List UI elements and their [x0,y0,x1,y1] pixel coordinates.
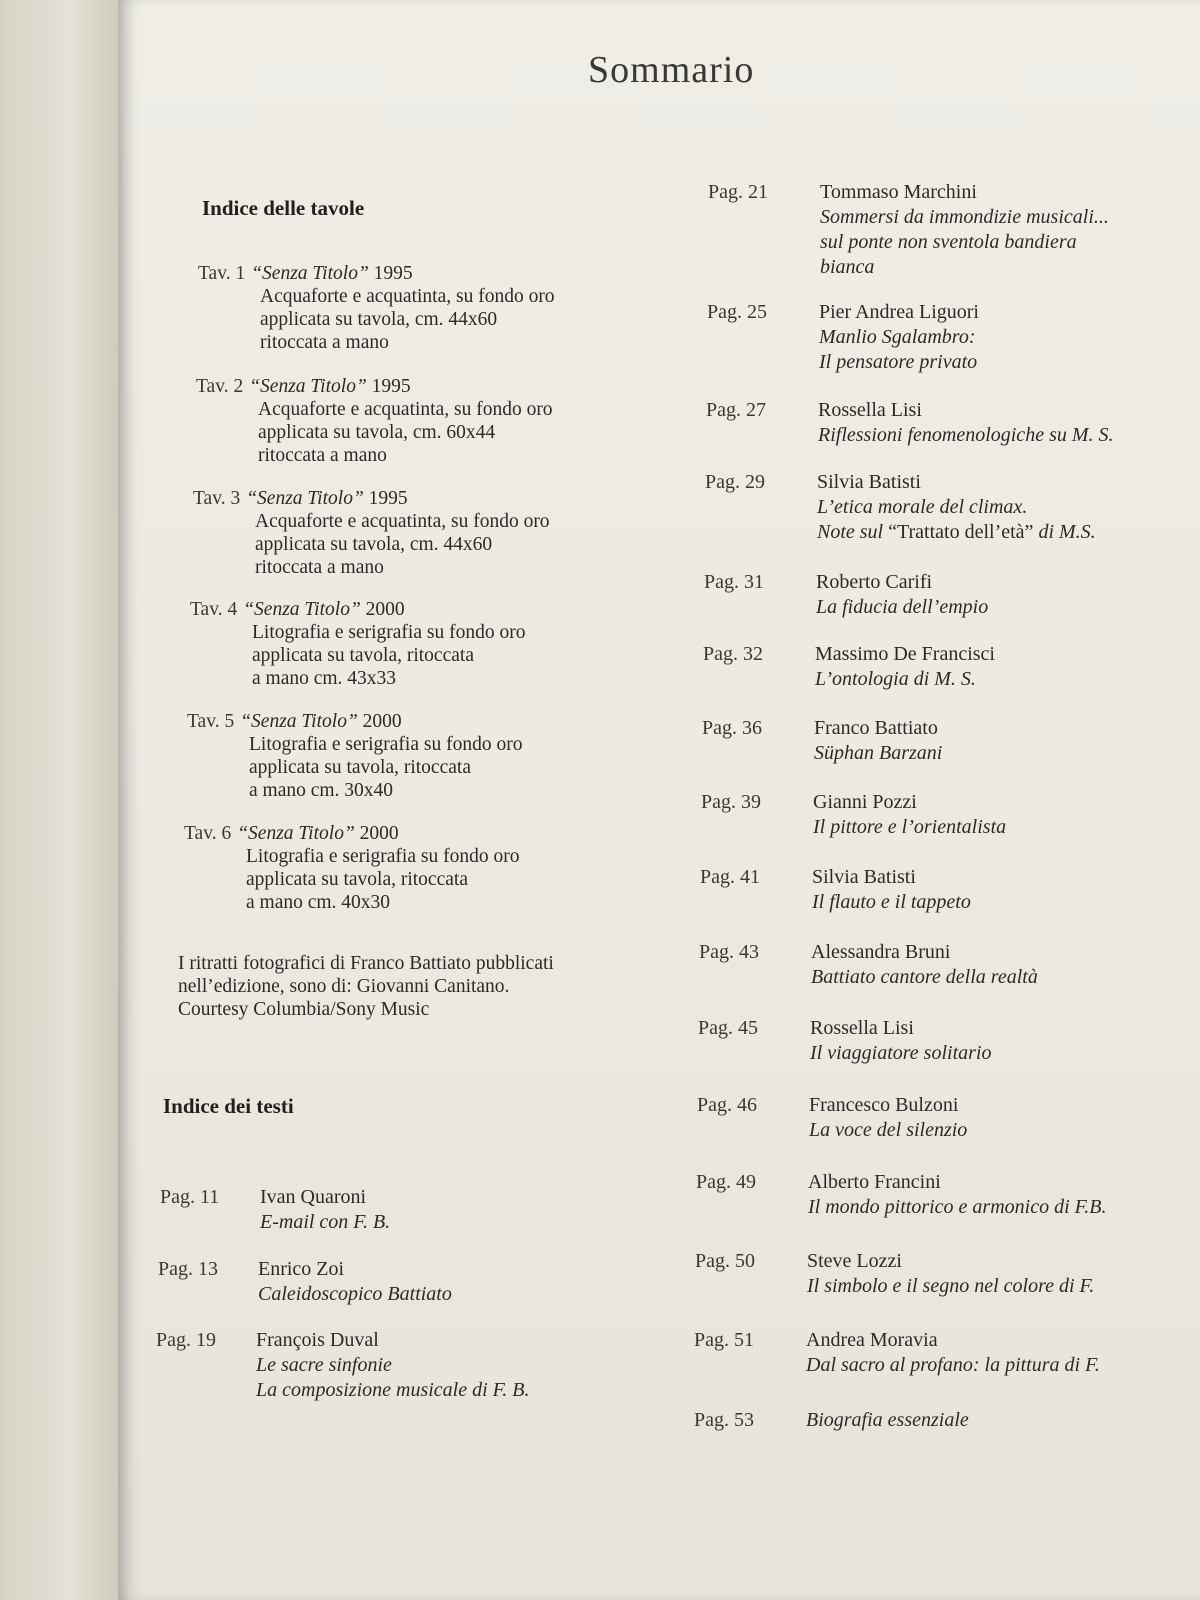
entry-author: Tommaso Marchini [820,181,977,203]
page-number: Pag. 53 [694,1409,754,1431]
plate-description-line: Acquaforte e acquatinta, su fondo oro [255,511,550,532]
plate-description-line: applicata su tavola, ritoccata [246,869,468,890]
entry-text [806,1328,1100,1378]
entry-title-line: La fiducia dell’empio [816,596,989,618]
entry-title-line: bianca [820,256,875,278]
entry-author: Silvia Batisti [812,866,916,888]
plate-number: Tav. 4 [190,599,238,620]
entry-title-line: Il pittore e l’orientalista [813,816,1007,838]
entry-title-line: La composizione musicale di F. B. [256,1379,530,1401]
entry-text [812,865,971,915]
plate-description-line: a mano cm. 40x30 [246,892,391,913]
entry-author: Steve Lozzi [807,1250,902,1272]
plate-title: “Senza Titolo” [249,376,367,397]
plate-description-line: Acquaforte e acquatinta, su fondo oro [258,399,553,420]
plate-description [193,510,550,579]
plate-entry [184,822,519,914]
entry-title-line: Il flauto e il tappeto [812,891,971,913]
plate-year: 1995 [373,263,413,284]
credits-line: I ritratti fotografici di Franco Battiato pubblicati [178,953,554,974]
page-number: Pag. 27 [706,399,766,421]
plate-description-line: applicata su tavola, cm. 44x60 [255,534,493,555]
entry-text [814,716,942,766]
entry-text [260,1185,390,1235]
page-number: Pag. 32 [703,643,763,665]
plate-year: 2000 [362,711,402,732]
entry-title-line: Il simbolo e il segno nel colore di F. [807,1275,1095,1297]
contents-page [118,0,1200,1600]
plate-description-line: applicata su tavola, ritoccata [252,645,474,666]
plate-description-line: Litografia e serigrafia su fondo oro [246,846,520,867]
plate-description-line: Litografia e serigrafia su fondo oro [252,622,526,643]
entry-title-line: Biografia essenziale [806,1409,969,1431]
plate-description-line: applicata su tavola, cm. 60x44 [258,422,496,443]
entry-title-line: sul ponte non sventola bandiera [820,231,1077,253]
entry-title-line: Manlio Sgalambro: [819,326,976,348]
page-number: Pag. 21 [708,181,768,203]
entry-author: Enrico Zoi [258,1258,345,1280]
plate-title: “Senza Titolo” [240,711,358,732]
entry-author: Rossella Lisi [818,399,922,421]
entry-text [808,1170,1107,1220]
entry-title-line: Battiato cantore della realtà [811,966,1038,988]
entry-author: Massimo De Francisci [815,643,995,665]
plate-description-line: Litografia e serigrafia su fondo oro [249,734,523,755]
entry-text [819,300,979,375]
plate-heading [198,262,555,285]
texts-index-heading: Indice dei testi [163,1094,294,1118]
plate-title: “Senza Titolo” [237,823,355,844]
plate-number: Tav. 1 [198,263,246,284]
page-number: Pag. 39 [701,791,761,813]
credits-line: Courtesy Columbia/Sony Music [178,999,430,1020]
note-quoted-title: “Trattato dell’età” [888,521,1034,543]
page-number: Pag. 31 [704,571,764,593]
entry-text [811,940,1038,990]
page-number: Pag. 11 [160,1186,220,1208]
entry-text [817,470,1096,545]
page-number: Pag. 43 [699,941,759,963]
plate-heading [196,375,553,398]
page-number: Pag. 19 [156,1329,216,1351]
entry-text [806,1408,969,1433]
credits-line: nell’edizione, sono di: Giovanni Canitano. [178,976,510,997]
entry-text [818,398,1114,448]
book-left-edge [0,0,118,1600]
plate-description-line: Acquaforte e acquatinta, su fondo oro [260,286,555,307]
entry-title-line: Dal sacro al profano: la pittura di F. [806,1354,1100,1376]
plate-description [198,285,555,354]
plate-description-line: applicata su tavola, ritoccata [249,757,471,778]
page-number: Pag. 13 [158,1258,218,1280]
plate-description [184,845,519,914]
page-number: Pag. 51 [694,1329,754,1351]
plate-entry [193,487,550,579]
page-title: Sommario [588,49,755,91]
note-pre: Note sul [817,521,889,543]
plate-description-line: a mano cm. 30x40 [249,780,394,801]
entry-author: Francesco Bulzoni [809,1094,959,1116]
plate-description-line: applicata su tavola, cm. 44x60 [260,309,498,330]
plate-number: Tav. 6 [184,823,232,844]
page-number: Pag. 36 [702,717,762,739]
plate-entry [196,375,553,467]
plate-year: 2000 [359,823,399,844]
plate-heading [184,822,519,845]
entry-text [810,1016,991,1066]
entry-author: Gianni Pozzi [813,791,917,813]
entry-title-line: Caleidoscopico Battiato [258,1283,452,1305]
page-number: Pag. 50 [695,1250,755,1272]
entry-author: Franco Battiato [814,717,938,739]
photo-credits [178,952,678,1021]
entry-text [820,180,1109,280]
entry-title-line: La voce del silenzio [809,1119,968,1141]
entry-author: François Duval [256,1329,379,1351]
entry-author: Pier Andrea Liguori [819,301,979,323]
entry-author: Roberto Carifi [816,571,933,593]
entry-author: Andrea Moravia [806,1329,938,1351]
page-number: Pag. 25 [707,301,767,323]
plates-index-heading: Indice delle tavole [202,196,365,220]
note-post: di M.S. [1033,521,1096,543]
entry-author: Alberto Francini [808,1171,941,1193]
plate-description [187,733,522,802]
entry-title-line: Riflessioni fenomenologiche su M. S. [818,424,1114,446]
plate-description-line: ritoccata a mano [255,557,384,578]
plate-description-line: a mano cm. 43x33 [252,668,397,689]
page-number: Pag. 29 [705,471,765,493]
plate-number: Tav. 3 [193,488,241,509]
plate-description-line: ritoccata a mano [258,445,387,466]
entry-text [809,1093,967,1143]
entry-title-line: Il mondo pittorico e armonico di F.B. [808,1196,1107,1218]
entry-title-line: Le sacre sinfonie [256,1354,392,1376]
page-number: Pag. 49 [696,1171,756,1193]
entry-title-line: Sommersi da immondizie musicali... [820,206,1109,228]
entry-author: Alessandra Bruni [811,941,951,963]
entry-title-line: Il viaggiatore solitario [810,1042,992,1064]
entry-title-line: L’ontologia di M. S. [815,668,976,690]
entry-author: Rossella Lisi [810,1017,914,1039]
entry-title-line: L’etica morale del climax. [817,496,1028,518]
entry-text [815,642,995,692]
plate-number: Tav. 5 [187,711,235,732]
entry-author: Silvia Batisti [817,471,921,493]
plate-year: 2000 [365,599,405,620]
entry-text [816,570,988,620]
plate-entry [198,262,555,354]
entry-title-line: Il pensatore privato [819,351,978,373]
plate-number: Tav. 2 [196,376,244,397]
plate-description [196,398,553,467]
plate-year: 1995 [368,488,408,509]
entry-text [807,1249,1094,1299]
plate-heading [190,598,525,621]
plate-description-line: ritoccata a mano [260,332,389,353]
plate-heading [193,487,550,510]
entry-text [258,1257,452,1307]
page-number: Pag. 45 [698,1017,758,1039]
plate-title: “Senza Titolo” [251,263,369,284]
entry-text [256,1328,530,1403]
page-number: Pag. 41 [700,866,760,888]
entry-title-line: Süphan Barzani [814,742,943,764]
plate-heading [187,710,522,733]
plate-year: 1995 [371,376,411,397]
plate-entry [190,598,525,690]
entry-text [813,790,1006,840]
entry-author: Ivan Quaroni [260,1186,367,1208]
entry-title-line [817,520,1096,545]
entry-title-line: E-mail con F. B. [260,1211,391,1233]
plate-title: “Senza Titolo” [246,488,364,509]
page-number: Pag. 46 [697,1094,757,1116]
plate-entry [187,710,522,802]
plate-title: “Senza Titolo” [243,599,361,620]
plate-description [190,621,525,690]
